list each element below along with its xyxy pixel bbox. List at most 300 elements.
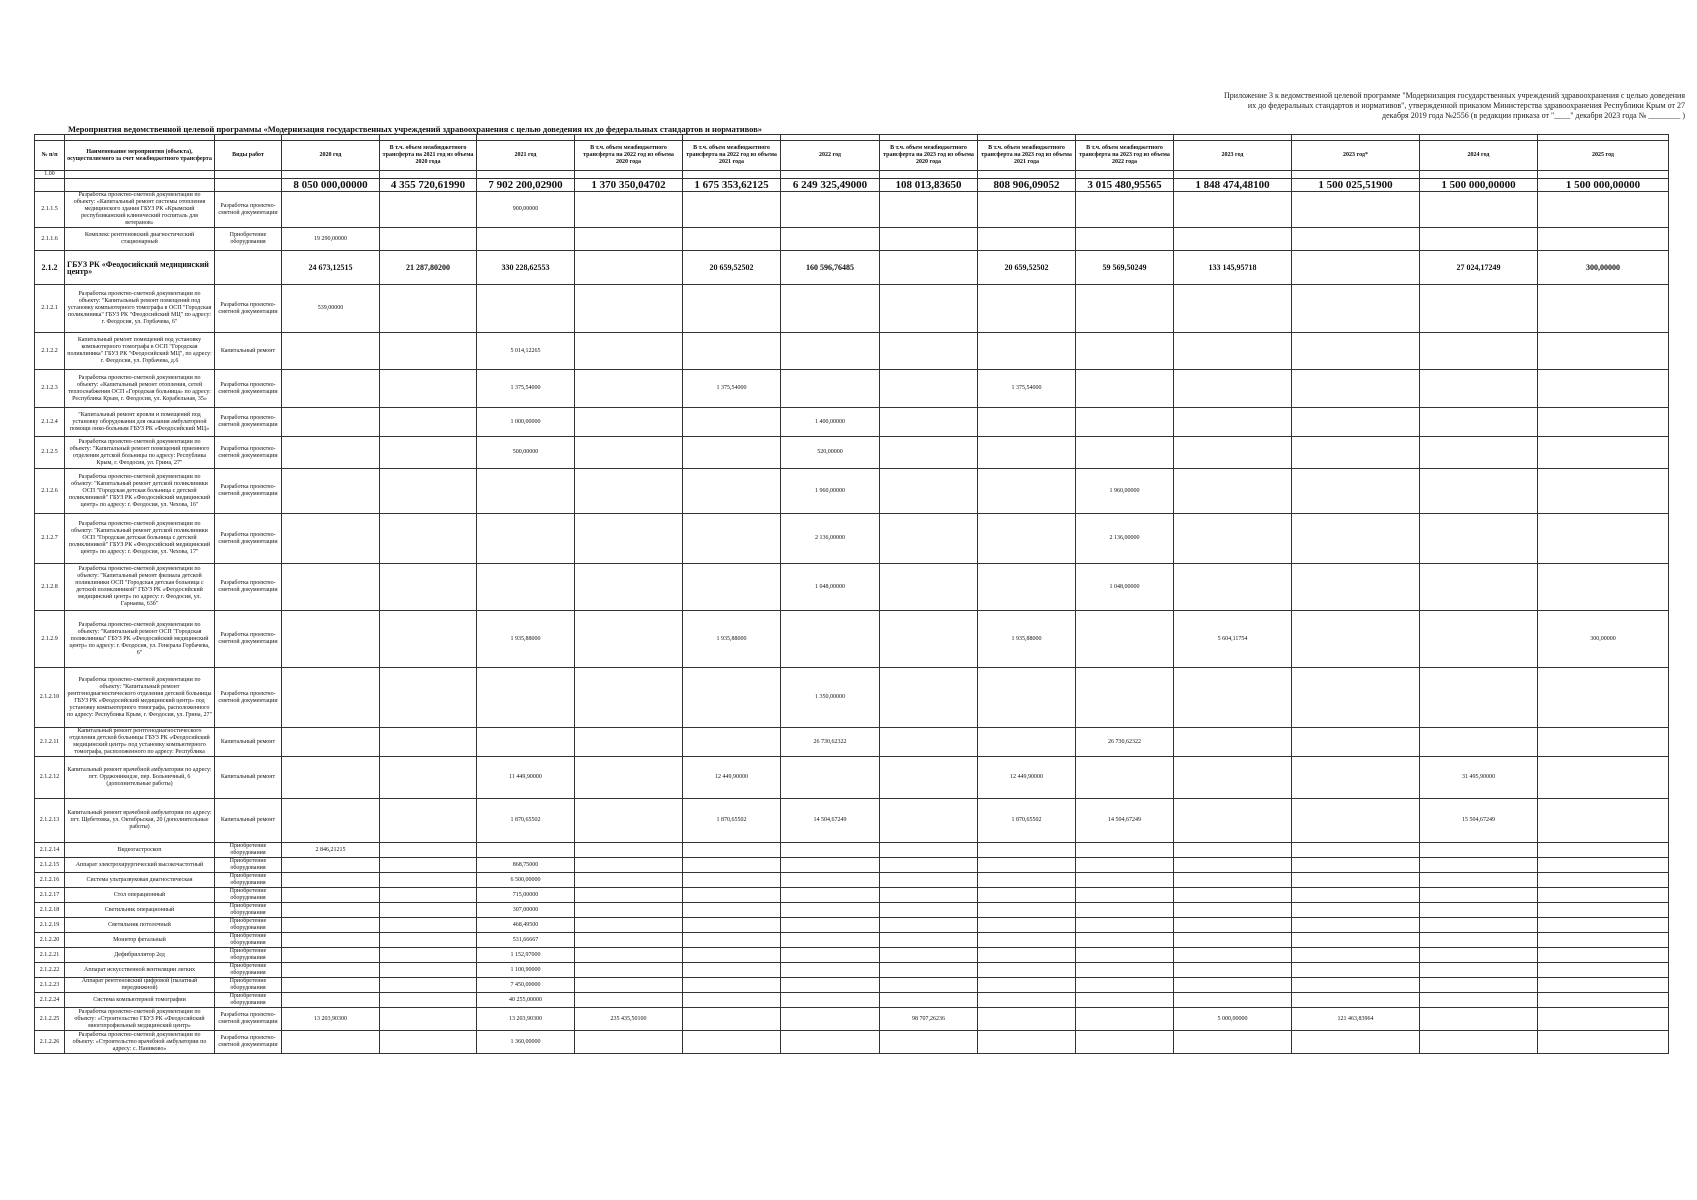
item-name: Стол операционный bbox=[65, 888, 215, 903]
item-number: 2.1.2.24 bbox=[35, 993, 65, 1008]
amount-cell bbox=[978, 948, 1076, 963]
amount-cell bbox=[380, 963, 477, 978]
amount-cell bbox=[1174, 888, 1292, 903]
amount-cell bbox=[683, 963, 781, 978]
amount-cell: 20 659,52502 bbox=[978, 251, 1076, 285]
amount-cell bbox=[880, 514, 978, 564]
table-row bbox=[35, 564, 1669, 611]
item-number: 2.1.2.3 bbox=[35, 370, 65, 408]
work-type: Капитальный ремонт bbox=[215, 757, 282, 799]
amount-cell: 13 203,90300 bbox=[477, 1008, 575, 1031]
amount-cell bbox=[282, 963, 380, 978]
column-header: 2023 год bbox=[1174, 141, 1292, 171]
amount-cell bbox=[978, 1008, 1076, 1031]
item-number: 2.1.2.16 bbox=[35, 873, 65, 888]
item-number: 2.1.2.8 bbox=[35, 564, 65, 611]
work-type: Приобретение оборудования bbox=[215, 858, 282, 873]
item-number: 2.1.2.21 bbox=[35, 948, 65, 963]
amount-cell bbox=[1420, 728, 1538, 757]
amount-cell: 235 435,50100 bbox=[575, 1008, 683, 1031]
item-number: 2.1.2.2 bbox=[35, 333, 65, 370]
amount-cell bbox=[1174, 963, 1292, 978]
appendix-line: их до федеральных стандартов и нормативов", утвержденной приказом Министерства здравоохранения Республики Крым от 27 bbox=[1247, 101, 1685, 110]
amount-cell: 14 504,67249 bbox=[781, 799, 880, 843]
item-name: Разработка проектно-сметной документации по объекту: «Строительство ГБУЗ РК «Феодосийский многопрофильный медицинский центр» bbox=[65, 1008, 215, 1031]
amount-cell bbox=[1174, 192, 1292, 228]
item-name: Капитальный ремонт врачебной амбулатории по адресу: пгт. Орджоникидзе, пер. Больничный, 6 (дополнительные работы) bbox=[65, 757, 215, 799]
amount-cell bbox=[380, 888, 477, 903]
amount-cell bbox=[1174, 993, 1292, 1008]
amount-cell bbox=[575, 963, 683, 978]
amount-cell bbox=[1174, 437, 1292, 469]
amount-cell bbox=[683, 192, 781, 228]
amount-cell: 307,00000 bbox=[477, 903, 575, 918]
amount-cell: 31 495,90000 bbox=[1420, 757, 1538, 799]
amount-cell bbox=[880, 948, 978, 963]
amount-cell bbox=[1538, 799, 1669, 843]
amount-cell bbox=[1076, 963, 1174, 978]
amount-cell bbox=[380, 408, 477, 437]
amount-cell bbox=[781, 370, 880, 408]
amount-cell bbox=[880, 963, 978, 978]
amount-cell bbox=[683, 903, 781, 918]
total-value: 1 500 025,51900 bbox=[1292, 179, 1420, 192]
amount-cell bbox=[1174, 978, 1292, 993]
amount-cell bbox=[1174, 858, 1292, 873]
empty-cell bbox=[1076, 171, 1174, 179]
item-number: 2.1.2.6 bbox=[35, 469, 65, 514]
item-number: 2.1.2.15 bbox=[35, 858, 65, 873]
amount-cell bbox=[1538, 469, 1669, 514]
amount-cell bbox=[683, 333, 781, 370]
amount-cell bbox=[282, 408, 380, 437]
table-row bbox=[35, 668, 1669, 728]
amount-cell bbox=[1174, 333, 1292, 370]
item-name: Система ультразвуковая диагностическая bbox=[65, 873, 215, 888]
amount-cell bbox=[477, 564, 575, 611]
item-number: 2.1.2.1 bbox=[35, 285, 65, 333]
item-number: 2.1.2 bbox=[35, 251, 65, 285]
empty-cell bbox=[1538, 171, 1669, 179]
amount-cell: 1 935,88000 bbox=[978, 611, 1076, 668]
amount-cell bbox=[1420, 963, 1538, 978]
amount-cell: 1 870,65502 bbox=[978, 799, 1076, 843]
amount-cell bbox=[1292, 192, 1420, 228]
amount-cell bbox=[880, 728, 978, 757]
amount-cell bbox=[282, 192, 380, 228]
item-number: 2.1.2.17 bbox=[35, 888, 65, 903]
amount-cell bbox=[1538, 437, 1669, 469]
amount-cell: 1 935,88000 bbox=[683, 611, 781, 668]
table-title: Мероприятия ведомственной целевой программы «Модернизация государственных учреждений здравоохранения с целью доведения их до федеральных стандартов и нормативов» bbox=[68, 124, 763, 134]
empty-cell bbox=[1174, 171, 1292, 179]
amount-cell bbox=[978, 903, 1076, 918]
amount-cell bbox=[1538, 1031, 1669, 1054]
amount-cell bbox=[575, 228, 683, 251]
item-number: 2.1.2.11 bbox=[35, 728, 65, 757]
amount-cell bbox=[781, 611, 880, 668]
amount-cell: 1 100,90000 bbox=[477, 963, 575, 978]
amount-cell bbox=[282, 933, 380, 948]
amount-cell bbox=[781, 228, 880, 251]
amount-cell bbox=[683, 1008, 781, 1031]
item-name: Дефибриллятор 2ед bbox=[65, 948, 215, 963]
work-type: Разработка проектно-сметной документации bbox=[215, 1008, 282, 1031]
amount-cell bbox=[978, 668, 1076, 728]
item-number: 2.1.2.25 bbox=[35, 1008, 65, 1031]
amount-cell bbox=[1076, 873, 1174, 888]
amount-cell bbox=[781, 1031, 880, 1054]
amount-cell: 98 707,26236 bbox=[880, 1008, 978, 1031]
amount-cell bbox=[1174, 948, 1292, 963]
total-value: 3 015 480,95565 bbox=[1076, 179, 1174, 192]
amount-cell bbox=[880, 1031, 978, 1054]
amount-cell bbox=[1538, 370, 1669, 408]
amount-cell bbox=[1174, 469, 1292, 514]
amount-cell bbox=[1292, 285, 1420, 333]
work-type: Разработка проектно-сметной документации bbox=[215, 469, 282, 514]
empty-cell bbox=[65, 179, 215, 192]
item-name: Аппарат рентгеновский цифровой (палатный передвижной) bbox=[65, 978, 215, 993]
amount-cell bbox=[282, 903, 380, 918]
amount-cell bbox=[575, 333, 683, 370]
table-row bbox=[35, 948, 1669, 963]
amount-cell bbox=[380, 668, 477, 728]
amount-cell: 330 228,62553 bbox=[477, 251, 575, 285]
amount-cell bbox=[683, 873, 781, 888]
amount-cell bbox=[1076, 948, 1174, 963]
amount-cell bbox=[978, 873, 1076, 888]
amount-cell bbox=[1420, 903, 1538, 918]
amount-cell bbox=[575, 873, 683, 888]
amount-cell bbox=[1174, 933, 1292, 948]
table-row bbox=[35, 903, 1669, 918]
work-type: Приобретение оборудования bbox=[215, 933, 282, 948]
item-name: Разработка проектно-сметной документации по объекту: «Капитальный ремонт отопления, сетей теплоснабжения ОСП «Городская больница» по адресу: Республика Крым, г. Феодосия, ул. Корабельная, 35» bbox=[65, 370, 215, 408]
code-row bbox=[35, 171, 1669, 179]
item-name: Разработка проектно-сметной документации по объекту: "Капитальный ремонт филиала детской поликлиники ОСП "Городская детская больница с детской поликлиникой" ГБУЗ РК «Феодосийский медицинский центр» по адресу: г. Феодосия, ул. Гарнаева, 63б" bbox=[65, 564, 215, 611]
amount-cell bbox=[1076, 918, 1174, 933]
empty-cell bbox=[978, 171, 1076, 179]
amount-cell bbox=[1292, 469, 1420, 514]
amount-cell: 27 024,17249 bbox=[1420, 251, 1538, 285]
amount-cell bbox=[282, 437, 380, 469]
amount-cell bbox=[282, 888, 380, 903]
amount-cell bbox=[575, 843, 683, 858]
amount-cell bbox=[1174, 228, 1292, 251]
code-cell: 1.00 bbox=[35, 171, 65, 179]
amount-cell bbox=[1292, 564, 1420, 611]
amount-cell bbox=[282, 333, 380, 370]
appendix-line: Приложение 3 к ведомственной целевой программе "Модернизация государственных учреждений здравоохранения с целью доведения bbox=[1224, 91, 1685, 100]
amount-cell bbox=[282, 978, 380, 993]
item-number: 2.1.2.13 bbox=[35, 799, 65, 843]
amount-cell bbox=[1538, 948, 1669, 963]
work-type: Капитальный ремонт bbox=[215, 333, 282, 370]
amount-cell bbox=[978, 285, 1076, 333]
amount-cell bbox=[1420, 192, 1538, 228]
amount-cell bbox=[282, 611, 380, 668]
column-header: 2024 год bbox=[1420, 141, 1538, 171]
column-header: В т.ч. объем межбюджетного трансферта на 2023 год из объема 2022 года bbox=[1076, 141, 1174, 171]
amount-cell: 19 290,00000 bbox=[282, 228, 380, 251]
amount-cell bbox=[1420, 1031, 1538, 1054]
empty-cell bbox=[683, 171, 781, 179]
amount-cell bbox=[575, 1031, 683, 1054]
amount-cell bbox=[880, 873, 978, 888]
amount-cell bbox=[575, 757, 683, 799]
amount-cell bbox=[1174, 728, 1292, 757]
amount-cell bbox=[880, 251, 978, 285]
table-row bbox=[35, 728, 1669, 757]
amount-cell bbox=[1538, 668, 1669, 728]
amount-cell bbox=[781, 918, 880, 933]
amount-cell bbox=[1076, 228, 1174, 251]
amount-cell bbox=[1292, 918, 1420, 933]
work-type: Приобретение оборудования bbox=[215, 873, 282, 888]
amount-cell bbox=[1174, 918, 1292, 933]
table-row bbox=[35, 757, 1669, 799]
amount-cell: 12 449,90000 bbox=[683, 757, 781, 799]
amount-cell bbox=[282, 514, 380, 564]
item-name: Капитальный ремонт рентгенодиагностического отделения детской больницы ГБУЗ РК «Феодосийский медицинский центр» под установку компьютерного томографа, расположенного по адресу: Республика bbox=[65, 728, 215, 757]
amount-cell bbox=[1420, 918, 1538, 933]
amount-cell: 5 604,11754 bbox=[1174, 611, 1292, 668]
amount-cell bbox=[1292, 858, 1420, 873]
amount-cell bbox=[1538, 888, 1669, 903]
amount-cell bbox=[1174, 873, 1292, 888]
item-name: "Капитальный ремонт кровли и помещений под установку оборудования для оказания амбулаторной помощи онко-больным ГБУЗ РК «Феодосийский МЦ» bbox=[65, 408, 215, 437]
amount-cell bbox=[1174, 370, 1292, 408]
amount-cell: 1 960,00000 bbox=[1076, 469, 1174, 514]
amount-cell: 121 463,83964 bbox=[1292, 1008, 1420, 1031]
column-header: В т.ч. объем межбюджетного трансферта на 2022 год из объема 2020 года bbox=[575, 141, 683, 171]
amount-cell bbox=[380, 873, 477, 888]
amount-cell bbox=[1292, 437, 1420, 469]
amount-cell bbox=[1538, 728, 1669, 757]
amount-cell bbox=[880, 843, 978, 858]
amount-cell bbox=[683, 437, 781, 469]
amount-cell bbox=[1076, 978, 1174, 993]
amount-cell bbox=[978, 843, 1076, 858]
amount-cell bbox=[1174, 1031, 1292, 1054]
work-type bbox=[215, 251, 282, 285]
amount-cell bbox=[880, 668, 978, 728]
amount-cell bbox=[978, 933, 1076, 948]
amount-cell: 1 960,00000 bbox=[781, 469, 880, 514]
amount-cell bbox=[1076, 611, 1174, 668]
amount-cell: 1 375,54000 bbox=[477, 370, 575, 408]
amount-cell bbox=[575, 728, 683, 757]
amount-cell bbox=[575, 888, 683, 903]
amount-cell bbox=[781, 192, 880, 228]
amount-cell bbox=[781, 903, 880, 918]
work-type: Приобретение оборудования bbox=[215, 888, 282, 903]
empty-cell bbox=[215, 171, 282, 179]
column-header: 2023 год* bbox=[1292, 141, 1420, 171]
amount-cell bbox=[880, 993, 978, 1008]
amount-cell bbox=[683, 948, 781, 963]
column-header: В т.ч. объем межбюджетного трансферта на 2022 год из объема 2021 года bbox=[683, 141, 781, 171]
amount-cell bbox=[1420, 993, 1538, 1008]
amount-cell bbox=[282, 1031, 380, 1054]
amount-cell bbox=[380, 611, 477, 668]
amount-cell bbox=[282, 370, 380, 408]
amount-cell bbox=[1420, 933, 1538, 948]
amount-cell bbox=[380, 333, 477, 370]
amount-cell: 468,49500 bbox=[477, 918, 575, 933]
amount-cell bbox=[575, 903, 683, 918]
amount-cell bbox=[781, 963, 880, 978]
work-type: Разработка проектно-сметной документации bbox=[215, 285, 282, 333]
amount-cell bbox=[575, 858, 683, 873]
amount-cell: 133 145,95718 bbox=[1174, 251, 1292, 285]
amount-cell bbox=[880, 564, 978, 611]
column-header: № п/п bbox=[35, 141, 65, 171]
table-row bbox=[35, 192, 1669, 228]
amount-cell bbox=[380, 948, 477, 963]
amount-cell bbox=[1076, 843, 1174, 858]
amount-cell: 1 375,54000 bbox=[978, 370, 1076, 408]
item-number: 2.1.1.6 bbox=[35, 228, 65, 251]
amount-cell: 21 287,80200 bbox=[380, 251, 477, 285]
amount-cell bbox=[1420, 888, 1538, 903]
amount-cell bbox=[683, 978, 781, 993]
amount-cell bbox=[1420, 611, 1538, 668]
amount-cell bbox=[1292, 799, 1420, 843]
amount-cell bbox=[1292, 757, 1420, 799]
amount-cell bbox=[1076, 903, 1174, 918]
amount-cell bbox=[1174, 757, 1292, 799]
amount-cell bbox=[477, 728, 575, 757]
item-name: Система компьютерной томографии bbox=[65, 993, 215, 1008]
amount-cell bbox=[1420, 469, 1538, 514]
work-type: Разработка проектно-сметной документации bbox=[215, 564, 282, 611]
work-type: Разработка проектно-сметной документации bbox=[215, 192, 282, 228]
work-type: Разработка проектно-сметной документации bbox=[215, 514, 282, 564]
amount-cell bbox=[978, 993, 1076, 1008]
amount-cell bbox=[1076, 408, 1174, 437]
amount-cell bbox=[683, 933, 781, 948]
amount-cell: 24 673,12515 bbox=[282, 251, 380, 285]
totals-row bbox=[35, 179, 1669, 192]
amount-cell: 20 659,52502 bbox=[683, 251, 781, 285]
amount-cell: 160 596,76485 bbox=[781, 251, 880, 285]
amount-cell bbox=[1420, 437, 1538, 469]
amount-cell bbox=[683, 843, 781, 858]
item-number: 2.1.2.23 bbox=[35, 978, 65, 993]
amount-cell bbox=[978, 564, 1076, 611]
column-header: В т.ч. объем межбюджетного трансферта на 2021 год из объема 2020 года bbox=[380, 141, 477, 171]
amount-cell bbox=[380, 1031, 477, 1054]
amount-cell bbox=[1292, 948, 1420, 963]
work-type: Приобретение оборудования bbox=[215, 918, 282, 933]
column-header: В т.ч. объем межбюджетного трансферта на 2023 год из объема 2020 года bbox=[880, 141, 978, 171]
amount-cell bbox=[978, 192, 1076, 228]
item-number: 2.1.2.19 bbox=[35, 918, 65, 933]
column-header: 2021 год bbox=[477, 141, 575, 171]
amount-cell bbox=[1174, 564, 1292, 611]
amount-cell bbox=[380, 858, 477, 873]
work-type: Приобретение оборудования bbox=[215, 993, 282, 1008]
item-name: Комплекс рентгеновский диагностический стационарный bbox=[65, 228, 215, 251]
work-type: Разработка проектно-сметной документации bbox=[215, 370, 282, 408]
amount-cell: 1 935,88000 bbox=[477, 611, 575, 668]
amount-cell bbox=[1292, 728, 1420, 757]
amount-cell bbox=[683, 858, 781, 873]
amount-cell: 1 360,00000 bbox=[477, 1031, 575, 1054]
amount-cell bbox=[880, 903, 978, 918]
amount-cell bbox=[1420, 333, 1538, 370]
amount-cell bbox=[781, 1008, 880, 1031]
amount-cell: 6 500,00000 bbox=[477, 873, 575, 888]
amount-cell bbox=[781, 993, 880, 1008]
amount-cell bbox=[380, 469, 477, 514]
column-header: Виды работ bbox=[215, 141, 282, 171]
amount-cell bbox=[880, 888, 978, 903]
table-row bbox=[35, 873, 1669, 888]
amount-cell: 868,75000 bbox=[477, 858, 575, 873]
amount-cell bbox=[575, 668, 683, 728]
amount-cell bbox=[1174, 408, 1292, 437]
amount-cell bbox=[978, 333, 1076, 370]
amount-cell bbox=[282, 668, 380, 728]
amount-cell bbox=[978, 728, 1076, 757]
amount-cell bbox=[282, 757, 380, 799]
empty-cell bbox=[1292, 171, 1420, 179]
amount-cell bbox=[1076, 933, 1174, 948]
table-row bbox=[35, 333, 1669, 370]
amount-cell bbox=[1292, 978, 1420, 993]
table-row bbox=[35, 799, 1669, 843]
amount-cell bbox=[1076, 668, 1174, 728]
amount-cell: 1 870,65502 bbox=[683, 799, 781, 843]
amount-cell bbox=[781, 933, 880, 948]
table-row bbox=[35, 858, 1669, 873]
table-row bbox=[35, 918, 1669, 933]
amount-cell: 300,00000 bbox=[1538, 611, 1669, 668]
amount-cell bbox=[575, 408, 683, 437]
amount-cell: 531,66667 bbox=[477, 933, 575, 948]
empty-cell bbox=[282, 171, 380, 179]
amount-cell: 2 846,21215 bbox=[282, 843, 380, 858]
amount-cell bbox=[575, 285, 683, 333]
amount-cell bbox=[683, 228, 781, 251]
amount-cell bbox=[380, 728, 477, 757]
column-header: 2020 год bbox=[282, 141, 380, 171]
amount-cell bbox=[380, 514, 477, 564]
amount-cell bbox=[380, 192, 477, 228]
amount-cell bbox=[575, 799, 683, 843]
item-name: Капитальный ремонт врачебной амбулатории по адресу: пгт. Щебетовка, ул. Октябрьская, 20 (дополнительные работы) bbox=[65, 799, 215, 843]
table-row bbox=[35, 408, 1669, 437]
item-number: 2.1.2.20 bbox=[35, 933, 65, 948]
amount-cell bbox=[781, 873, 880, 888]
amount-cell bbox=[1538, 514, 1669, 564]
amount-cell bbox=[380, 918, 477, 933]
amount-cell bbox=[575, 437, 683, 469]
amount-cell bbox=[683, 514, 781, 564]
amount-cell bbox=[1538, 192, 1669, 228]
amount-cell: 12 449,90000 bbox=[978, 757, 1076, 799]
amount-cell bbox=[978, 978, 1076, 993]
amount-cell bbox=[1292, 514, 1420, 564]
amount-cell: 539,00000 bbox=[282, 285, 380, 333]
header-row bbox=[35, 141, 1669, 171]
item-number: 2.1.2.10 bbox=[35, 668, 65, 728]
amount-cell bbox=[575, 192, 683, 228]
empty-cell bbox=[215, 179, 282, 192]
